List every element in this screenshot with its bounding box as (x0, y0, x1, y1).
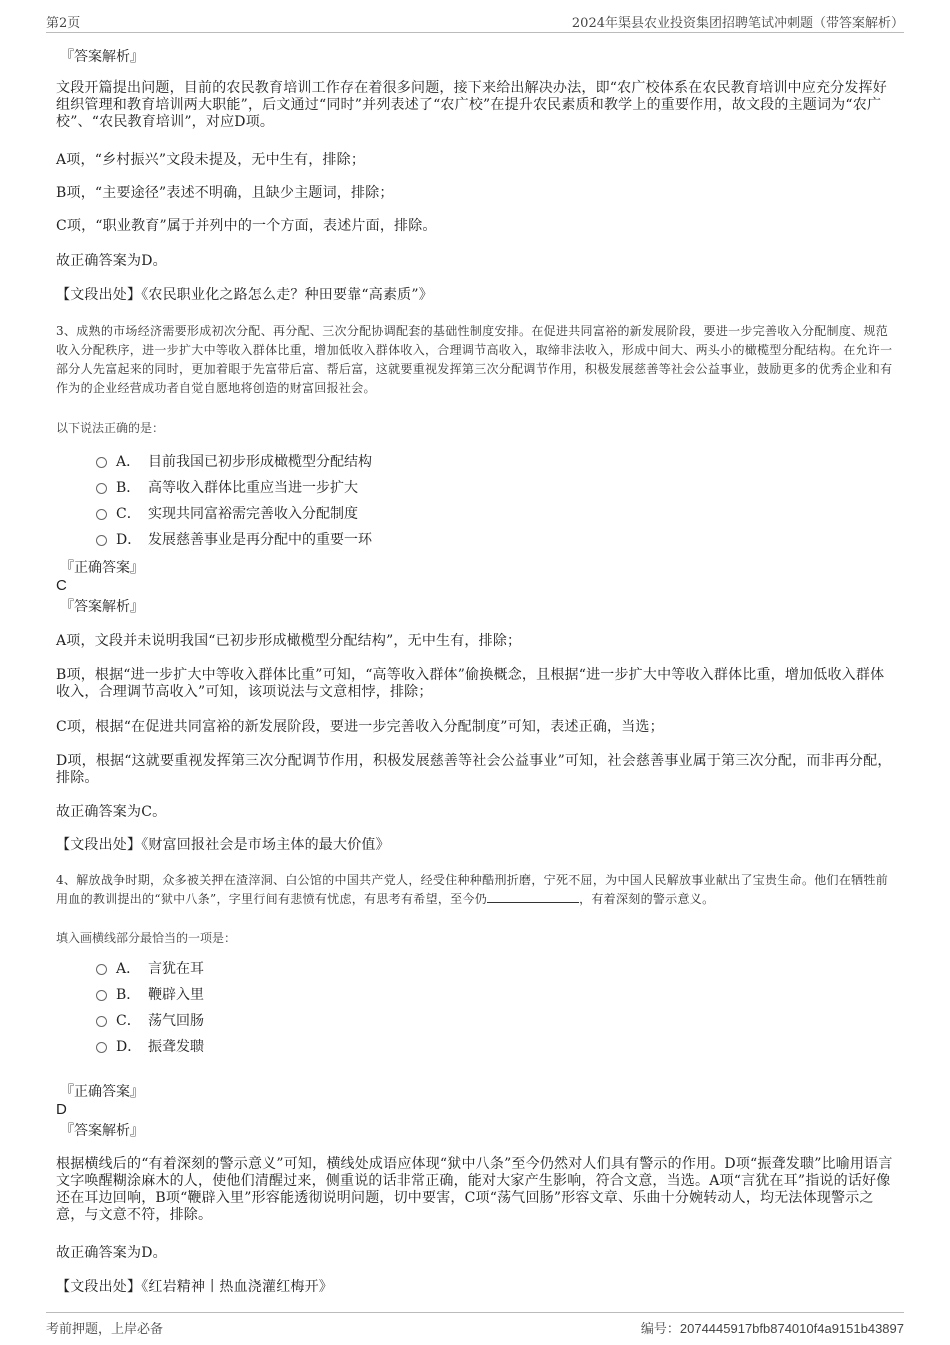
q4-option-a[interactable] (96, 959, 204, 979)
footer-slogan: 考前押题，上岸必备 (46, 1322, 164, 1337)
q2-analysis-option-c: C项，“职业教育”属于并列中的一个方面，表述片面，排除。 (56, 218, 437, 234)
q3-option-c[interactable] (96, 504, 358, 524)
q3-analysis-option-a: A项，文段并未说明我国“已初步形成橄榄型分配结构”，无中生有，排除； (56, 633, 522, 649)
code-label: 编号： (640, 1322, 680, 1337)
page-number: 第2页 (46, 16, 81, 31)
q3-conclusion: 故正确答案为C。 (56, 804, 167, 820)
option-text: 荡气回肠 (148, 1013, 204, 1029)
document-title: 2024年渠县农业投资集团招聘笔试冲刺题（带答案解析） (571, 16, 904, 31)
radio-icon[interactable] (96, 990, 107, 1001)
option-key: C． (116, 506, 141, 522)
radio-icon[interactable] (96, 1016, 107, 1027)
q2-analysis-label: 『答案解析』 (60, 49, 144, 65)
option-key: A． (116, 454, 141, 470)
document-code (641, 1318, 904, 1337)
q4-question-after: ，有着深刻的警示意义。 (579, 892, 715, 906)
q3-analysis-option-d: D项，根据“这就要重视发挥第三次分配调节作用，积极发展慈善等社会公益事业”可知，社会慈善事业属于第三次分配，而非再分配，排除。 (56, 753, 892, 786)
radio-icon[interactable] (96, 964, 107, 975)
option-key: D． (116, 532, 142, 548)
q3-analysis-label: 『答案解析』 (60, 599, 144, 615)
q3-source: 【文段出处】《财富回报社会是市场主体的最大价值》 (56, 837, 390, 853)
option-text: 目前我国已初步形成橄榄型分配结构 (148, 454, 372, 470)
option-text: 振聋发聩 (148, 1039, 204, 1055)
option-text: 鞭辟入里 (148, 987, 204, 1003)
q3-analysis-option-b: B项，根据“进一步扩大中等收入群体比重”可知，“高等收入群体”偷换概念，且根据“进一步扩大中等收入群体比重，增加低收入群体收入，合理调节高收入”可知，该项说法与文意相悖，排除； (56, 667, 885, 700)
fill-blank (487, 890, 579, 903)
q2-source: 【文段出处】《农民职业化之路怎么走？种田要靠“高素质”》 (56, 287, 433, 303)
option-key: B． (116, 480, 141, 496)
code-value: 2074445917bfb874010f4a9151b43897 (679, 1321, 904, 1336)
q4-answer: D (56, 1101, 67, 1118)
radio-icon[interactable] (96, 483, 107, 494)
option-text: 高等收入群体比重应当进一步扩大 (148, 480, 358, 496)
q4-answer-label: 『正确答案』 (60, 1084, 144, 1100)
q2-conclusion: 故正确答案为D。 (56, 253, 167, 269)
q2-analysis-paragraph: 文段开篇提出问题，目前的农民教育培训工作存在着很多问题，接下来给出解决办法，即“农广校体系在农民教育培训中应充分发挥好组织管理和教育培训两大职能”，后文通过“同时”并列表述了“农广校”在提升农民素质和教学上的重要作用，故文段的主题词为“农广校”、“农民教育培训”，对应D项。 (56, 80, 887, 130)
q3-analysis-option-c: C项，根据“在促进共同富裕的新发展阶段，要进一步完善收入分配制度”可知，表述正确，当选； (56, 719, 664, 735)
q2-analysis-option-b: B项，“主要途径”表述不明确，且缺少主题词，排除； (56, 185, 394, 201)
q4-option-b[interactable] (96, 985, 204, 1005)
q3-prompt: 以下说法正确的是： (56, 421, 165, 435)
q3-option-a[interactable] (96, 452, 372, 472)
page-header (46, 8, 904, 33)
q4-option-d[interactable] (96, 1037, 204, 1057)
q4-prompt: 填入画横线部分最恰当的一项是： (56, 931, 237, 945)
option-key: D． (116, 1039, 142, 1055)
q3-question-text: 3、成熟的市场经济需要形成初次分配、再分配、三次分配协调配套的基础性制度安排。在促进共同富裕的新发展阶段，要进一步完善收入分配制度、规范收入分配秩序，进一步扩大中等收入群体比重，增加低收入群体收入，合理调节高收入，取缔非法收入，形成中间大、两头小的橄榄型分配结构。在允许一部分人先富起来的同时，更加着眼于先富带后富、帮后富，这就要重视发挥第三次分配调节作用，积极发展慈善等社会公益事业，鼓励更多的优秀企业和有作为的企业经营成功者自觉自愿地将创造的财富回报社会。 (56, 324, 893, 395)
option-text: 发展慈善事业是再分配中的重要一环 (148, 532, 372, 548)
radio-icon[interactable] (96, 509, 107, 520)
q4-source: 【文段出处】《红岩精神丨热血浇灌红梅开》 (56, 1279, 333, 1295)
radio-icon[interactable] (96, 1042, 107, 1053)
option-key: B． (116, 987, 141, 1003)
q3-answer: C (56, 577, 67, 594)
radio-icon[interactable] (96, 457, 107, 468)
q4-question-before: 4、解放战争时期，众多被关押在渣滓洞、白公馆的中国共产党人，经受住种种酷刑折磨，宁死不屈，为中国人民解放事业献出了宝贵生命。他们在牺牲前用血的教训提出的“狱中八条”，字里行间有悲愤有忧虑，有思考有希望，至今仍 (56, 873, 889, 906)
q3-answer-label: 『正确答案』 (60, 560, 144, 576)
option-text: 言犹在耳 (148, 961, 204, 977)
option-key: C． (116, 1013, 141, 1029)
radio-icon[interactable] (96, 535, 107, 546)
q2-analysis-option-a: A项，“乡村振兴”文段未提及，无中生有，排除； (56, 152, 366, 168)
q4-analysis-label: 『答案解析』 (60, 1123, 144, 1139)
q4-question-text (56, 871, 894, 909)
q3-option-d[interactable] (96, 530, 372, 550)
q3-option-b[interactable] (96, 478, 358, 498)
page-footer (46, 1312, 904, 1339)
option-text: 实现共同富裕需完善收入分配制度 (148, 506, 358, 522)
option-key: A． (116, 961, 141, 977)
q4-analysis-paragraph: 根据横线后的“有着深刻的警示意义”可知，横线处成语应体现“狱中八条”至今仍然对人们具有警示的作用。D项“振聋发聩”比喻用语言文字唤醒糊涂麻木的人，使他们清醒过来，侧重说的话非常正确，能对大家产生影响，符合文意，当选。A项“言犹在耳”指说的话好像还在耳边回响，B项“鞭辟入里”形容能透彻说明问题，切中要害，C项“荡气回肠”形容文章、乐曲十分婉转动人，均无法体现警示之意，与文意不符，排除。 (56, 1156, 893, 1223)
q4-conclusion: 故正确答案为D。 (56, 1245, 167, 1261)
q4-option-c[interactable] (96, 1011, 204, 1031)
